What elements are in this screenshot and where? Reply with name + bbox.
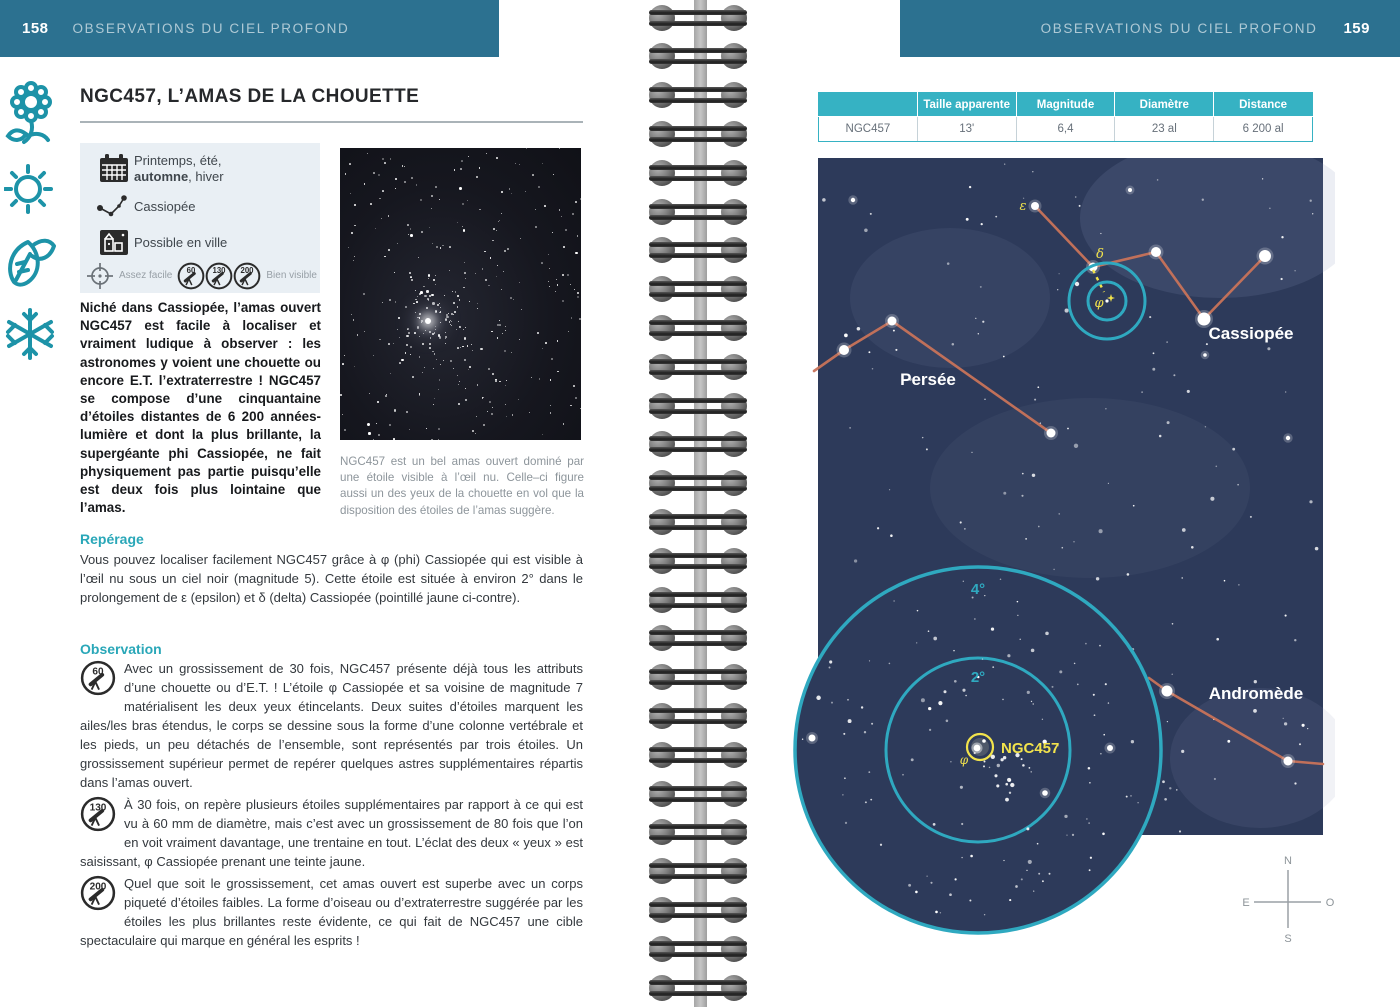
scope-130-icon [205,262,233,290]
spiral-ring [649,664,747,690]
observation-paragraph-60: 60 Avec un grossissement de 30 fois, NGC457 présente déjà tous les attributs d’une chouette ou d’E.T. ! L’étoile φ Cassiopée et sa voisine de magnitude 7 matérialisent les deux yeux étincelants. Deux suites d’étoiles marquent les ailes/les bras étendus, le corps se dessine sous la forme d’une colonne vertébrale et les pieds, un peu détachés de l’ensemble, sont représentés par trois étoiles. Un grossissement supérieur permet de repérer quelques astres supplémentaires répartis dans l’amas ouvert. [80,661,583,790]
spring-flower-icon [4,80,58,146]
constellation-label: Cassiopée [1208,324,1294,343]
spiral-ring [649,548,747,574]
table-header: Taille apparente [917,93,1016,117]
table-row [819,117,1313,142]
spiral-ring [649,470,747,496]
right-chapter-title: OBSERVATIONS DU CIEL PROFOND [1040,21,1318,36]
compass-letter: S [1284,933,1292,945]
spiral-band [694,0,707,1007]
table-cell: 6 200 al [1214,117,1313,142]
cluster-photo [340,148,581,440]
constellation-text: Cassiopée [134,199,196,214]
spiral-ring [649,703,747,729]
table-cell: NGC457 [819,117,918,142]
seasons-text: Printemps, été, automne, hiver [134,153,224,184]
winter-snowflake-icon [4,304,58,364]
spiral-ring [649,393,747,419]
greek-label: ε [1019,199,1027,214]
table-header: Distance [1214,93,1313,117]
spiral-ring [649,587,747,613]
spiral-ring [649,43,747,69]
photo-caption: NGC457 est un bel amas ouvert dominé par une étoile visible à l’œil nu. Celle–ci figure aussi un des yeux de la chouette en vol que la disposition des étoiles de l’amas suggère. [340,455,584,517]
season-icon-column [4,80,62,364]
constellation-label: Andromède [1208,684,1304,703]
article-title: NGC457, L’AMAS DE LA CHOUETTE [80,86,420,107]
reperage-heading: Repérage [80,531,144,547]
autumn-leaf-icon [4,232,58,290]
intro-paragraph: Niché dans Cassiopée, l’amas ouvert NGC457 est facile à localiser et vraiment ludique à observer : les astronomes y voient une chouette ou encore E.T. l’extraterrestre ! NGC457 se compose d’une cinquantaine d’étoiles distantes de 6 200 années-lumière et dont la plus brillante, la supergéante phi Cassiopée, ne fait physiquement pas partie puisqu’elle est deux fois plus lointaine que l’amas. [80,300,321,516]
info-box [80,143,320,266]
city-text: Possible en ville [134,234,228,250]
spiral-ring [649,509,747,535]
summer-sun-icon [4,160,58,218]
degree-label: 4° [970,581,986,598]
difficulty-box [80,258,320,293]
left-chapter-title: OBSERVATIONS DU CIEL PROFOND [72,21,350,36]
spiral-ring [649,819,747,845]
observation-paragraph-130: 130 À 30 fois, on repère plusieurs étoiles supplémentaires par rapport à ce qui est vu à 60 mm de diamètre, mais c’est avec un grossissement de 80 fois que l’on en voit vraiment davantage, une trentaine en tout. L’éclat des deux « yeux » est saisissant, φ Cassiopée prenant une teinte jaune. [80,797,583,869]
left-page-header [0,0,499,57]
spiral-ring [649,781,747,807]
scope-200-icon [233,262,261,290]
spiral-ring [649,897,747,923]
svg-text:130: 130 [212,265,226,275]
calendar-icon [94,153,134,185]
constellation-label: Persée [900,370,956,389]
table-cell: 13' [917,117,1016,142]
compass-letter: N [1284,855,1292,867]
table-header: Magnitude [1016,93,1115,117]
right-page-header [900,0,1400,57]
spiral-ring [649,199,747,225]
observation-heading: Observation [80,641,162,657]
phi-label: φ [959,753,969,767]
spiral-ring [649,160,747,186]
reperage-text: Vous pouvez localiser facilement NGC457 grâce à φ (phi) Cassiopée qui est visible à l’œil nu sous un ciel noir (magnitude 5). Cette étoile est située à environ 2° dans le prolongement de ε (epsilon) et δ (delta) Cassiopée (pointillé jaune ci-contre). [80,552,583,605]
compass-rose [1242,855,1334,945]
table-cell: 23 al [1115,117,1214,142]
svg-text:200: 200 [240,265,254,275]
table-header [819,93,918,117]
spec-table [818,92,1313,142]
spiral-ring [649,276,747,302]
svg-text:130: 130 [89,802,107,814]
spiral-ring [649,975,747,1001]
constellation-icon [94,194,134,220]
svg-text:60: 60 [92,666,104,678]
constellation-row [94,194,308,220]
spiral-ring [649,315,747,341]
city-icon [94,229,134,256]
spiral-ring [649,82,747,108]
greek-label: δ [1096,247,1104,262]
spiral-ring [649,936,747,962]
table-cell: 6,4 [1016,117,1115,142]
spiral-ring [649,121,747,147]
ngc457-label: NGC457 [1001,740,1060,757]
compass-letter: E [1242,897,1250,909]
left-page-number: 158 [22,20,49,37]
title-rule [80,121,583,123]
degree-label: 2° [970,669,986,686]
svg-text:60: 60 [187,265,196,275]
visibility-label: Bien visible [266,270,317,281]
scope-60-icon [80,660,116,696]
crosshair-icon [86,262,114,290]
spiral-ring [649,431,747,457]
star-chart [790,158,1335,958]
spiral-ring [649,237,747,263]
seasons-row [94,153,308,185]
spiral-ring [649,5,747,31]
city-row [94,229,308,256]
compass-letter: O [1325,897,1335,909]
right-page-number: 159 [1343,20,1370,37]
table-header-row [819,93,1313,117]
difficulty-label: Assez facile [119,270,173,281]
greek-label: φ [1094,296,1104,311]
table-header: Diamètre [1115,93,1214,117]
spiral-ring [649,354,747,380]
scope-130-icon [80,796,116,832]
scope-60-icon [177,262,205,290]
scope-200-icon [80,875,116,911]
spiral-ring [649,742,747,768]
spiral-ring [649,858,747,884]
svg-text:200: 200 [89,881,107,893]
observation-text [80,659,583,953]
spiral-ring [649,625,747,651]
observation-paragraph-200: 200 Quel que soit le grossissement, cet amas ouvert est superbe avec un corps piqueté d’étoiles faibles. La forme d’oiseau ou d’extraterrestre suggérée par les étoiles les plus brillantes reste évidente, ce qui fait de NGC457 une cible spectaculaire qui marque en général les esprits ! [80,876,583,948]
